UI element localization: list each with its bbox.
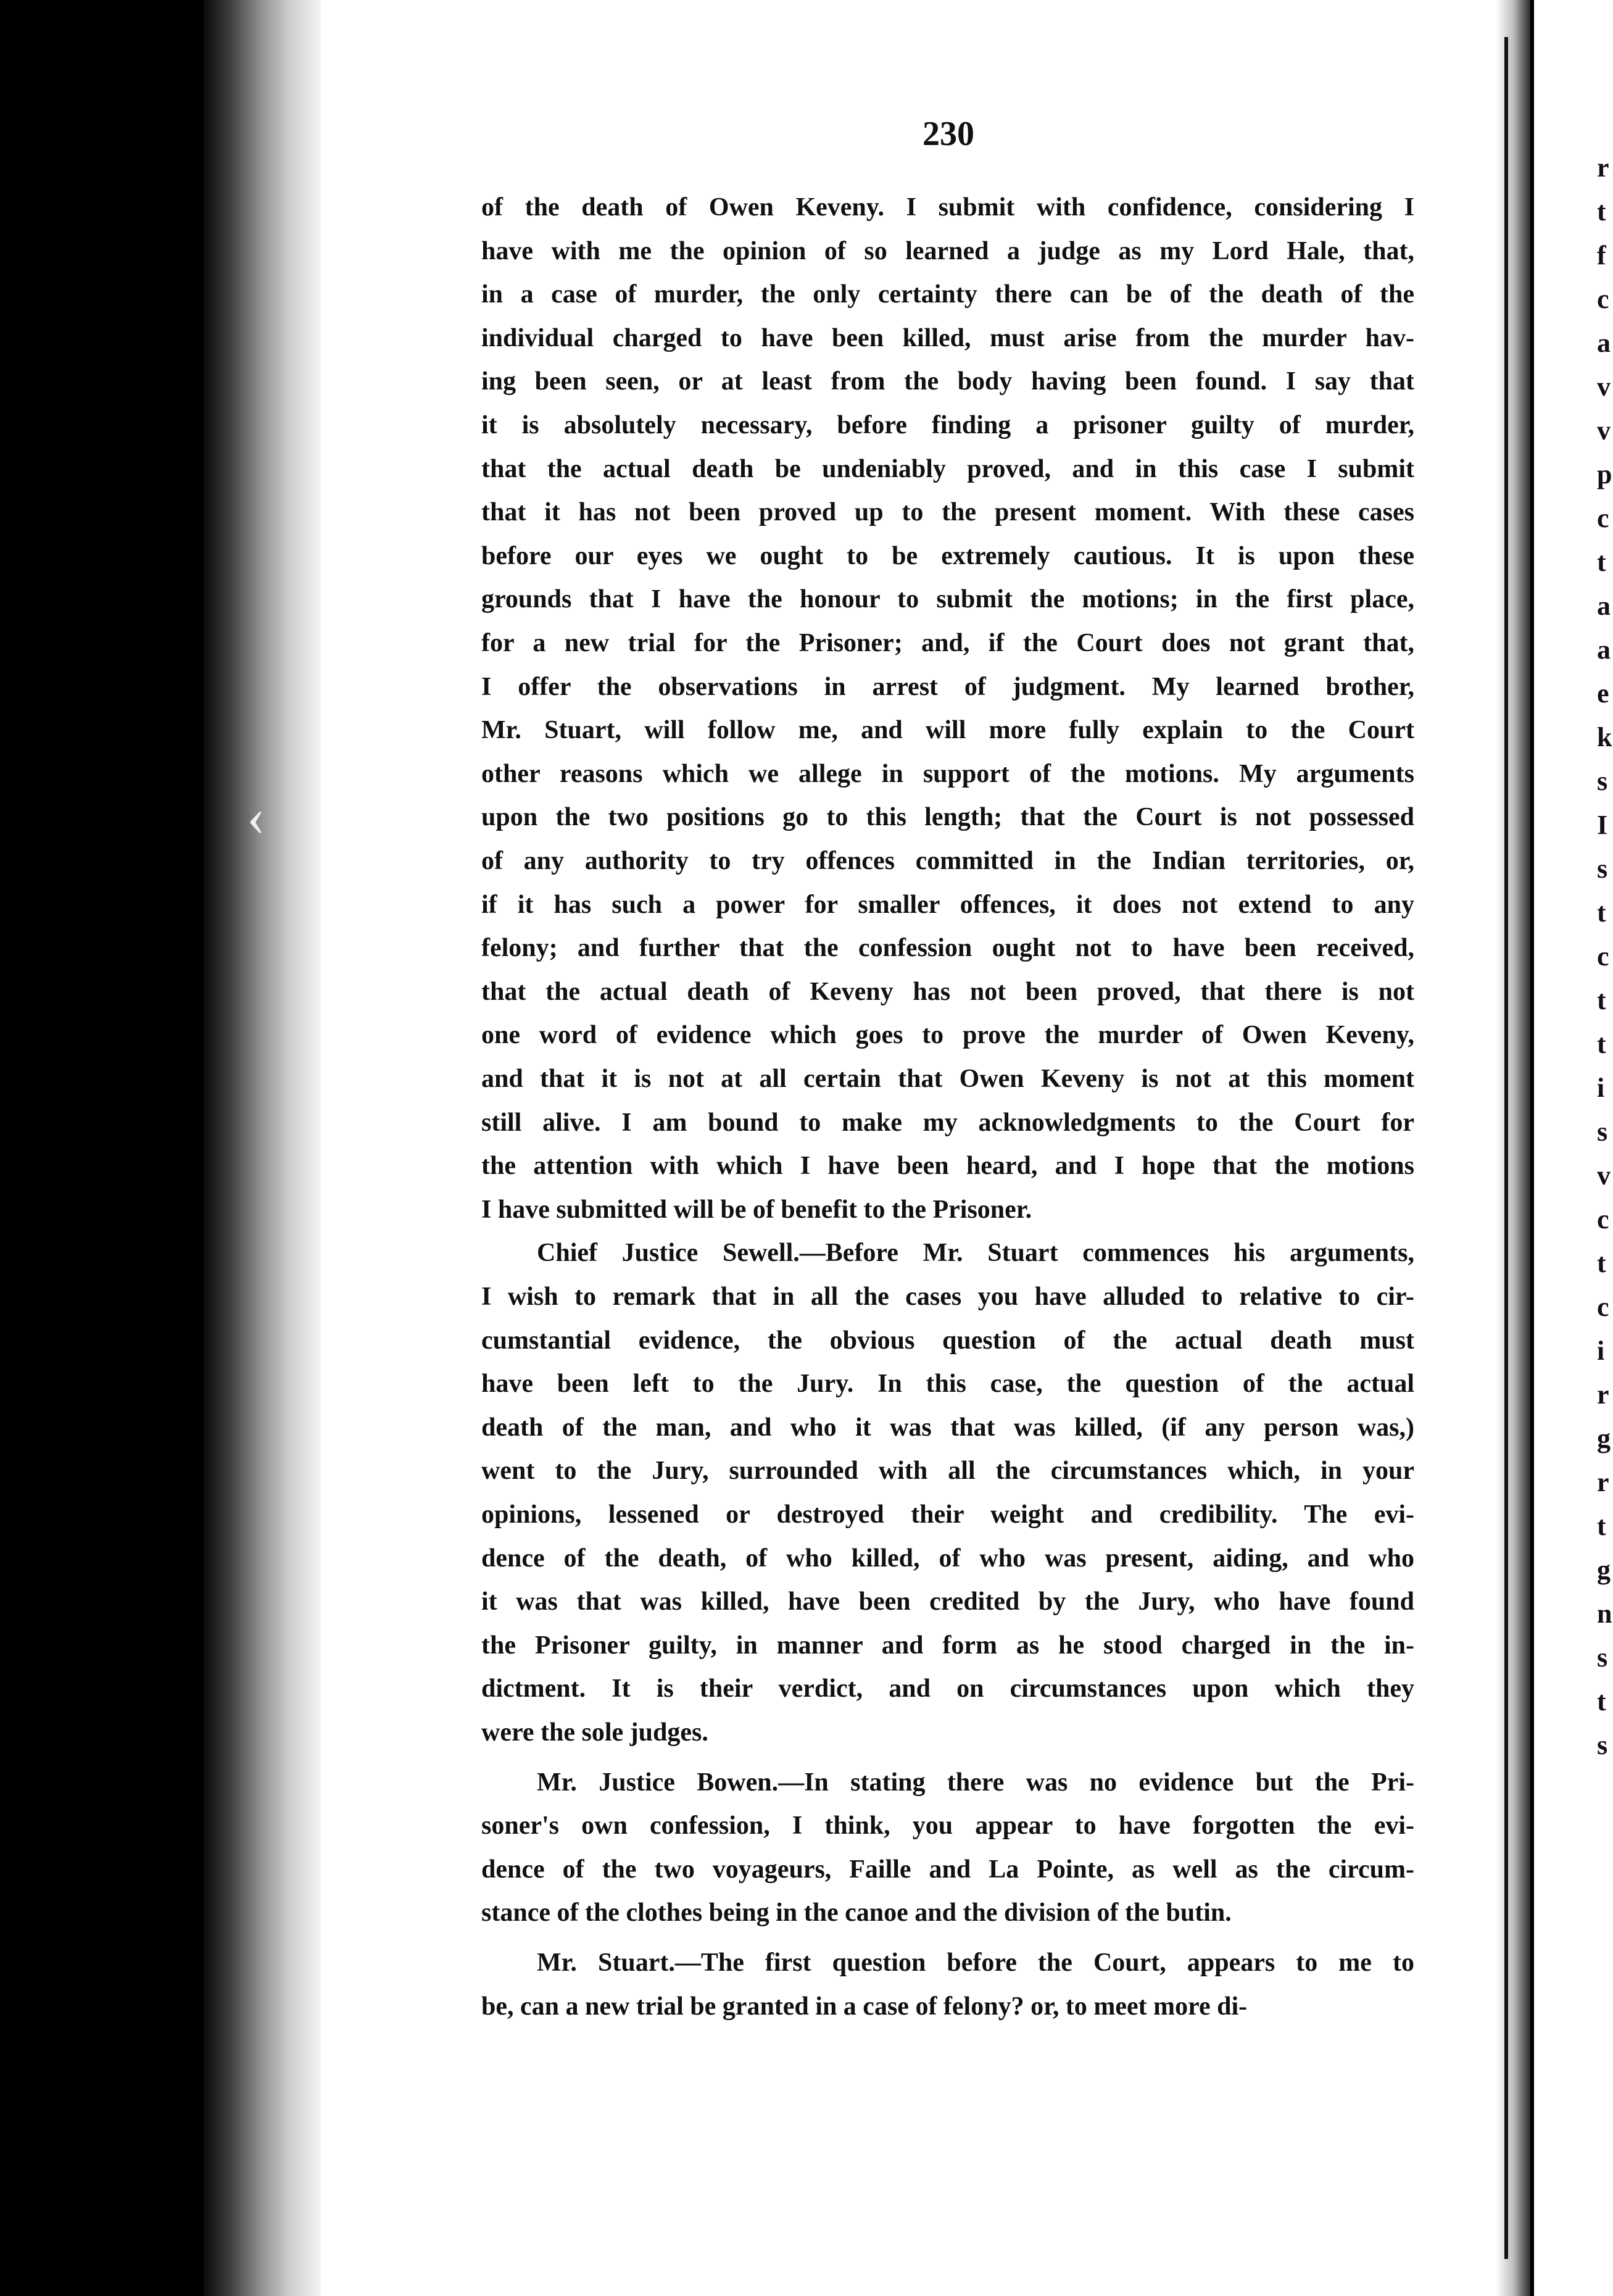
text-line: and that it is not at all certain that Owen Keveny is not at this moment <box>481 1065 1414 1093</box>
facing-page-letter: t <box>1597 196 1606 227</box>
text-line: of any authority to try offences committed in the Indian territories, or, <box>481 847 1414 875</box>
text-line: be, can a new trial be granted in a case of felony? or, to meet more di- <box>481 1992 1248 2021</box>
facing-page-letter: i <box>1597 1073 1605 1103</box>
facing-page-letter: c <box>1597 503 1609 533</box>
facing-page-letter: v <box>1597 372 1611 402</box>
text-line: stance of the clothes being in the canoe and the division of the butin. <box>481 1899 1232 1928</box>
page-number: 230 <box>923 115 974 153</box>
facing-page-letter: I <box>1597 810 1608 840</box>
facing-page-letter: r <box>1597 1467 1609 1497</box>
text-line: that it has not been proved up to the present moment. With these cases <box>481 498 1414 527</box>
text-line: grounds that I have the honour to submit the motions; in the first place, <box>481 585 1414 614</box>
text-line: other reasons which we allege in support of the motions. My arguments <box>481 759 1414 788</box>
text-line: felony; and further that the confession ought not to have been received, <box>481 934 1414 963</box>
text-line: I offer the observations in arrest of judgment. My learned brother, <box>481 672 1414 701</box>
text-line: opinions, lessened or destroyed their weight and credibility. The evi- <box>481 1500 1414 1529</box>
text-line: for a new trial for the Prisoner; and, if the Court does not grant that, <box>481 629 1414 657</box>
facing-page-letter: a <box>1597 591 1611 621</box>
facing-page-letter: s <box>1597 766 1608 796</box>
facing-page-letter: s <box>1597 854 1608 884</box>
text-line: if it has such a power for smaller offences, it does not extend to any <box>481 890 1414 919</box>
facing-page-letter: s <box>1597 1117 1608 1147</box>
facing-page-letter: a <box>1597 634 1611 665</box>
facing-page-letter: t <box>1597 1686 1606 1716</box>
facing-page-letter: i <box>1597 1336 1605 1366</box>
facing-page-letter: k <box>1597 722 1612 752</box>
facing-page-letter: e <box>1597 678 1609 709</box>
text-line: I have submitted will be of benefit to the Prisoner. <box>481 1195 1032 1224</box>
facing-page-letter: t <box>1597 1029 1606 1059</box>
text-line: the attention with which I have been heard, and I hope that the motions <box>481 1152 1414 1181</box>
text-line: it was that was killed, have been credited by the Jury, who have found <box>481 1587 1414 1616</box>
facing-page-letter: v <box>1597 415 1611 446</box>
text-line: went to the Jury, surrounded with all the circumstances which, in your <box>481 1457 1414 1486</box>
facing-page-letter: g <box>1597 1555 1611 1585</box>
facing-page-letter: g <box>1597 1423 1611 1454</box>
text-line: in a case of murder, the only certainty there can be of the death of the <box>481 280 1414 309</box>
facing-page-letter: v <box>1597 1160 1611 1191</box>
text-line: upon the two positions go to this length; that the Court is not possessed <box>481 803 1414 832</box>
facing-page-letter: n <box>1597 1599 1612 1629</box>
facing-page-letter: s <box>1597 1642 1608 1673</box>
facing-page-letter: t <box>1597 897 1606 928</box>
text-line: have with me the opinion of so learned a judge as my Lord Hale, that, <box>481 236 1414 265</box>
text-line: have been left to the Jury. In this case, the question of the actual <box>481 1370 1414 1399</box>
facing-page-letter: c <box>1597 941 1609 971</box>
text-line: one word of evidence which goes to prove the murder of Owen Keveny, <box>481 1021 1414 1050</box>
text-line: that the actual death of Keveny has not been proved, that there is not <box>481 977 1414 1006</box>
text-line: it is absolutely necessary, before finding a prisoner guilty of murder, <box>481 411 1414 439</box>
facing-page-letter: t <box>1597 1248 1606 1278</box>
facing-page-letter: p <box>1597 459 1612 489</box>
text-line: I wish to remark that in all the cases you have alluded to relative to cir- <box>481 1283 1414 1311</box>
text-line: Mr. Stuart, will follow me, and will more fully explain to the Court <box>481 716 1414 745</box>
facing-page-letter: a <box>1597 328 1611 358</box>
text-line: dence of the death, of who killed, of who was present, aiding, and who <box>481 1544 1414 1573</box>
text-line: before our eyes we ought to be extremely cautious. It is upon these <box>481 541 1414 570</box>
gutter-mark: ‹ <box>247 786 265 847</box>
facing-page-letter: t <box>1597 547 1606 577</box>
text-line: Chief Justice Sewell.—Before Mr. Stuart commences his arguments, <box>537 1239 1414 1268</box>
text-line: ing been seen, or at least from the body having been found. I say that <box>481 367 1414 396</box>
text-line: cumstantial evidence, the obvious question of the actual death must <box>481 1326 1414 1355</box>
facing-page-letter: f <box>1597 240 1606 270</box>
facing-page-letter: t <box>1597 1511 1606 1541</box>
facing-page-letter: c <box>1597 1204 1609 1234</box>
text-line: still alive. I am bound to make my acknowledgments to the Court for <box>481 1108 1414 1137</box>
facing-page-letter: s <box>1597 1730 1608 1760</box>
facing-page-letter: r <box>1597 152 1609 183</box>
text-line: soner's own confession, I think, you appear to have forgotten the evi- <box>481 1811 1414 1841</box>
text-line: dictment. It is their verdict, and on circumstances upon which they <box>481 1674 1414 1703</box>
text-line: Mr. Justice Bowen.—In stating there was no evidence but the Pri- <box>537 1768 1414 1797</box>
text-line: were the sole judges. <box>481 1718 708 1747</box>
facing-page-letter: c <box>1597 1292 1609 1322</box>
text-line: Mr. Stuart.—The first question before the Court, appears to me to <box>537 1949 1414 1977</box>
facing-page-letter: t <box>1597 985 1606 1015</box>
text-line: the Prisoner guilty, in manner and form as he stood charged in the in- <box>481 1631 1414 1660</box>
facing-page-letter: r <box>1597 1379 1609 1410</box>
text-line: dence of the two voyageurs, Faille and La Pointe, as well as the circum- <box>481 1855 1414 1884</box>
text-line: that the actual death be undeniably proved, and in this case I submit <box>481 454 1414 483</box>
text-line: of the death of Owen Keveny. I submit with confidence, considering I <box>481 193 1414 222</box>
text-line: individual charged to have been killed, must arise from the murder hav- <box>481 323 1414 352</box>
text-line: death of the man, and who it was that was killed, (if any person was,) <box>481 1413 1414 1442</box>
facing-page-letter: c <box>1597 284 1609 314</box>
